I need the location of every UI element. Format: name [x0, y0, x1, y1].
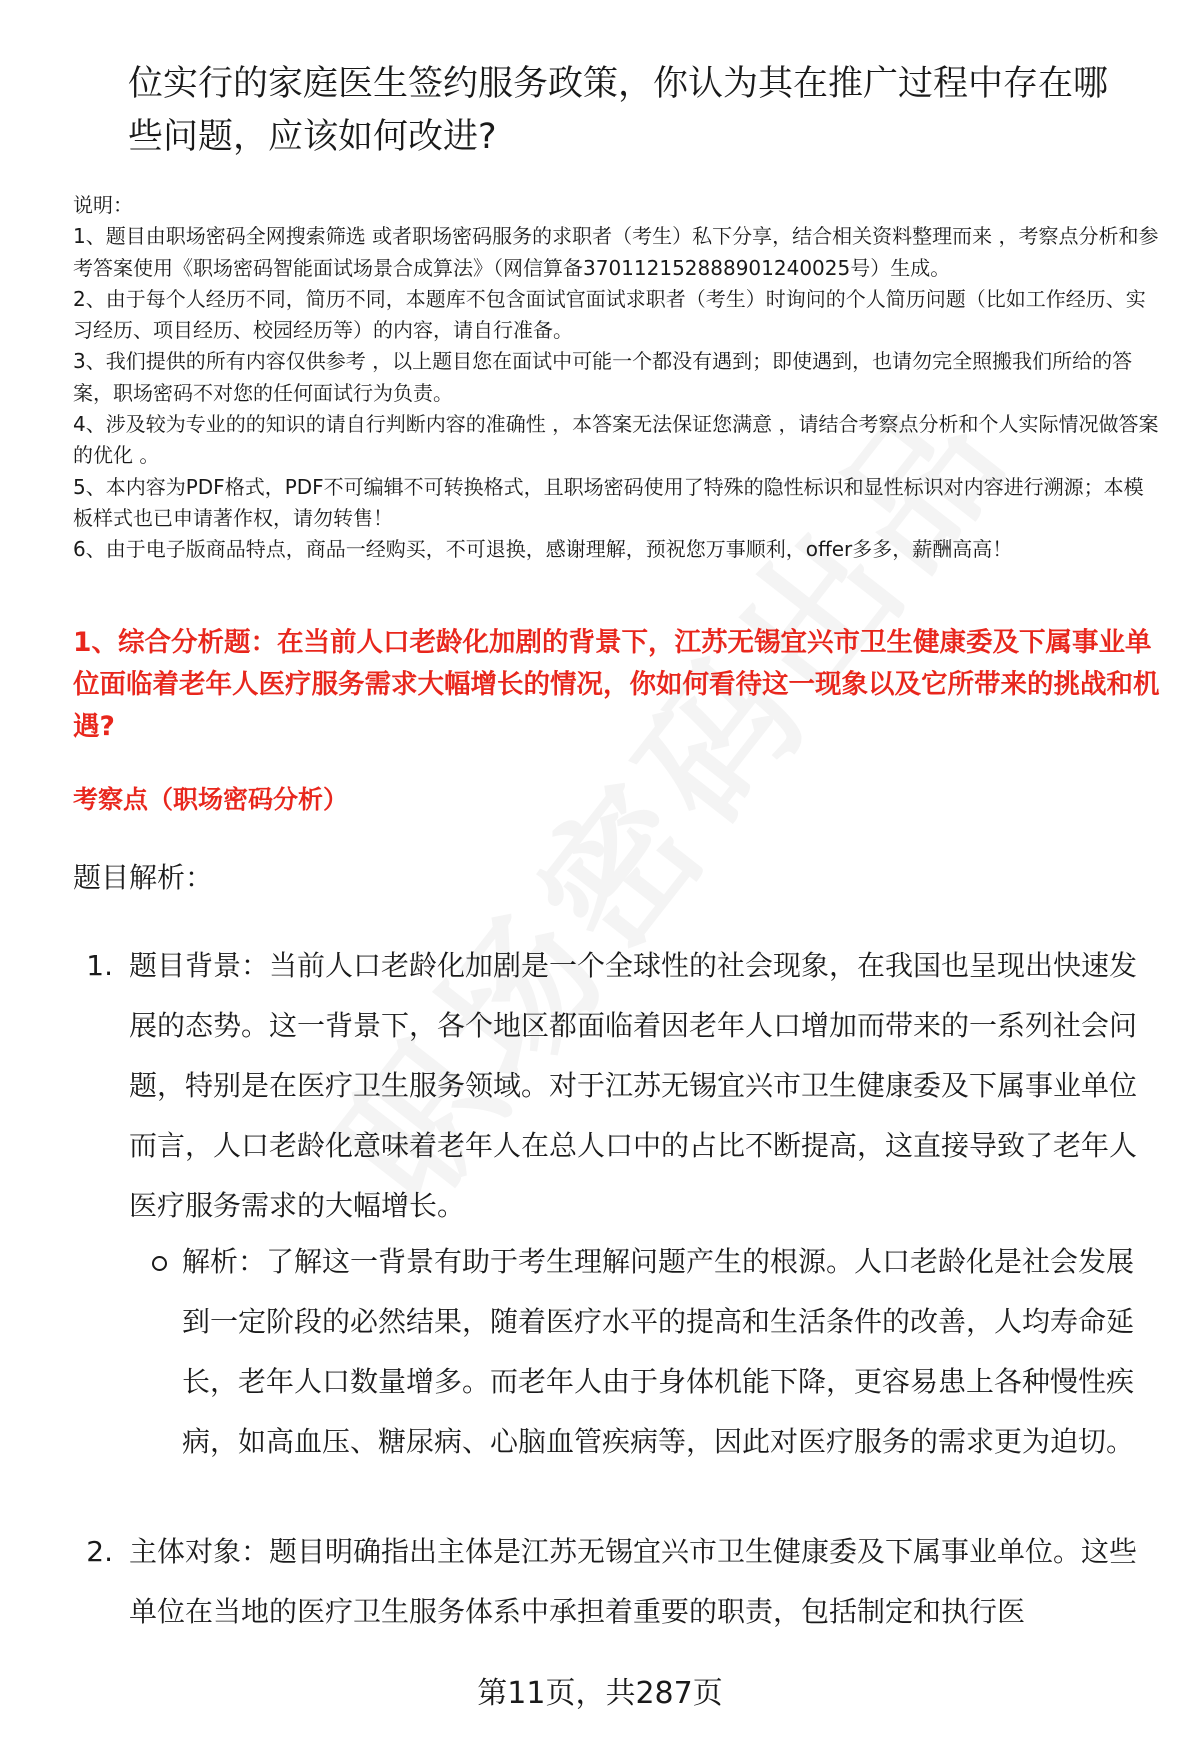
- list-number: 2.: [86, 1535, 113, 1568]
- question-title: 1、综合分析题：在当前人口老龄化加剧的背景下，江苏无锡宜兴市卫生健康委及下属事业单位面临着老年人医疗服务需求大幅增长的情况，你如何看待这一现象以及它所带来的挑战和机遇?: [73, 627, 1160, 742]
- note-item: 1、题目由职场密码全网搜索筛选 或者职场密码服务的求职者（考生）私下分享，结合相关资料整理而来 ，考察点分析和参考答案使用《职场密码智能面试场景合成算法》（网信算备370112152888901240025号）生成。: [73, 224, 1159, 280]
- note-item: 6、由于电子版商品特点，商品一经购买，不可退换，感谢理解，预祝您万事顺利，offer多多，薪酬高高！: [73, 537, 1013, 562]
- note-item: 3、我们提供的所有内容仅供参考 ，以上题目您在面试中可能一个都没有遇到；即使遇到，也请勿完全照搬我们所给的答案，职场密码不对您的任何面试行为负责。: [73, 349, 1133, 405]
- notes-block: [73, 190, 1163, 566]
- question-continuation: 位实行的家庭医生签约服务政策，你认为其在推广过程中存在哪些问题，应该如何改进?: [128, 64, 1109, 157]
- note-item: 2、由于每个人经历不同，简历不同，本题库不包含面试官面试求职者（考生）时询问的个人简历问题（比如工作经历、实习经历、项目经历、校园经历等）的内容，请自行准备。: [73, 286, 1146, 343]
- circle-bullet-icon: [152, 1256, 167, 1271]
- page-number: 第11页，共287页: [477, 1676, 723, 1711]
- note-item: 5、本内容为PDF格式，PDF不可编辑不可转换格式，且职场密码使用了特殊的隐性标识和显性标识对内容进行溯源；本模板样式也已申请著作权，请勿转售！: [73, 474, 1144, 530]
- sub-list-text: 解析：了解这一背景有助于考生理解问题产生的根源。人口老龄化是社会发展到一定阶段的必然结果，随着医疗水平的提高和生活条件的改善，人均寿命延长，老年人口数量增多。而老年人由于身体机能下降，更容易患上各种慢性疾病，如高血压、糖尿病、心脑血管疾病等，因此对医疗服务的需求更为迫切。: [182, 1245, 1135, 1458]
- list-number: 1.: [86, 949, 113, 982]
- analysis-label: 题目解析：: [73, 861, 214, 894]
- section-heading: 考察点（职场密码分析）: [73, 785, 349, 814]
- list-text: 题目背景：当前人口老龄化加剧是一个全球性的社会现象，在我国也呈现出快速发展的态势。这一背景下，各个地区都面临着因老年人口增加而带来的一系列社会问题，特别是在医疗卫生服务领域。对于江苏无锡宜兴市卫生健康委及下属事业单位而言，人口老龄化意味着老年人在总人口中的占比不断提高，这直接导致了老年人医疗服务需求的大幅增长。: [129, 949, 1138, 1222]
- note-item: 4、涉及较为专业的的知识的请自行判断内容的准确性 ，本答案无法保证您满意 ，请结合考察点分析和个人实际情况做答案的优化 。: [73, 412, 1159, 468]
- list-text: 主体对象：题目明确指出主体是江苏无锡宜兴市卫生健康委及下属事业单位。这些单位在当地的医疗卫生服务体系中承担着重要的职责，包括制定和执行医: [129, 1535, 1138, 1628]
- notes-heading: 说明：: [73, 193, 133, 217]
